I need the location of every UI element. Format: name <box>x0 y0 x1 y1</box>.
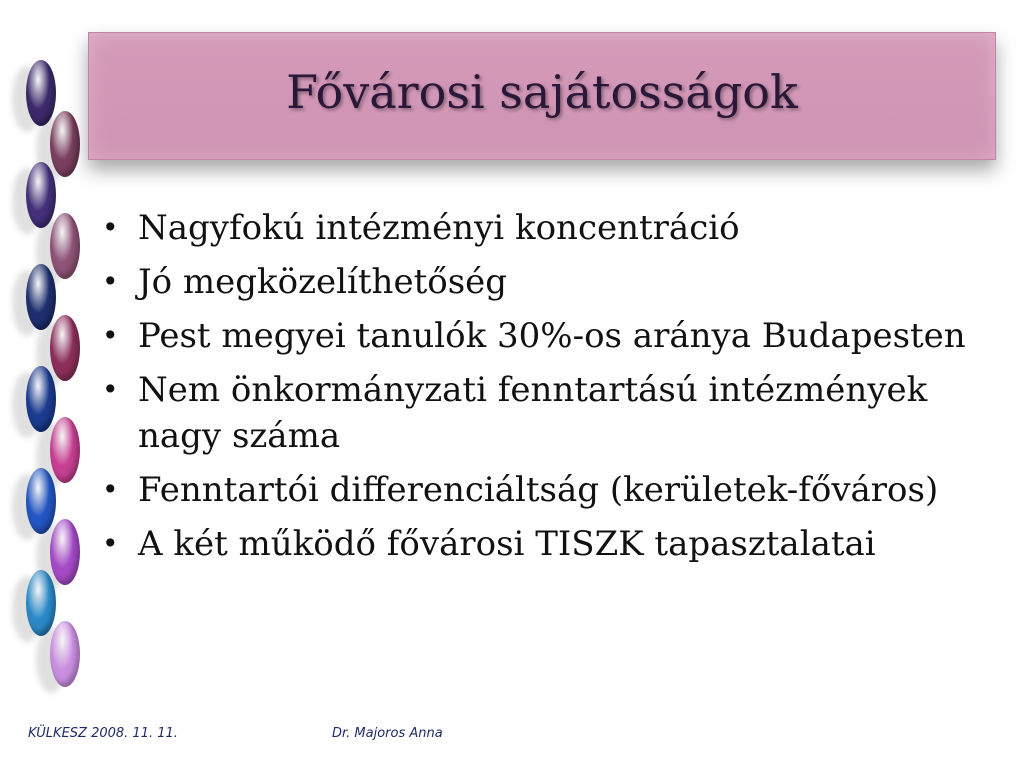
slide-title: Fővárosi sajátosságok <box>286 65 798 119</box>
decorative-oval <box>50 417 80 483</box>
decorative-oval <box>50 315 80 381</box>
bullet-item <box>98 205 978 251</box>
title-bar <box>88 32 996 160</box>
bullet-dot-icon: • <box>102 319 119 352</box>
bullet-item <box>98 467 978 513</box>
decorative-oval <box>50 621 80 687</box>
decorative-oval <box>50 111 80 177</box>
bullet-text: Nagyfokú intézményi koncentráció <box>138 208 740 248</box>
bullet-dot-icon: • <box>102 373 119 406</box>
decorative-ovals <box>0 60 110 740</box>
bullet-text: Jó megközelíthetőség <box>138 262 508 302</box>
bullet-dot-icon: • <box>102 211 119 244</box>
bullet-dot-icon: • <box>102 527 119 560</box>
footer-author: Dr. Majoros Anna <box>332 726 443 741</box>
bullet-item <box>98 259 978 305</box>
bullet-text: Pest megyei tanulók 30%-os aránya Budapesten <box>138 316 966 356</box>
footer-event: KÜLKESZ 2008. 11. 11. <box>28 726 178 741</box>
bullet-list <box>98 205 978 575</box>
bullet-text: Fenntartói differenciáltság (kerületek-főváros) <box>138 470 939 510</box>
bullet-item <box>98 367 978 459</box>
bullet-dot-icon: • <box>102 265 119 298</box>
bullet-dot-icon: • <box>102 473 119 506</box>
bullet-item <box>98 313 978 359</box>
decorative-oval <box>50 213 80 279</box>
bullet-item <box>98 521 978 567</box>
bullet-text: A két működő fővárosi TISZK tapasztalatai <box>138 524 876 564</box>
decorative-oval <box>50 519 80 585</box>
bullet-text: Nem önkormányzati fenntartású intézmények nagy száma <box>138 370 928 456</box>
